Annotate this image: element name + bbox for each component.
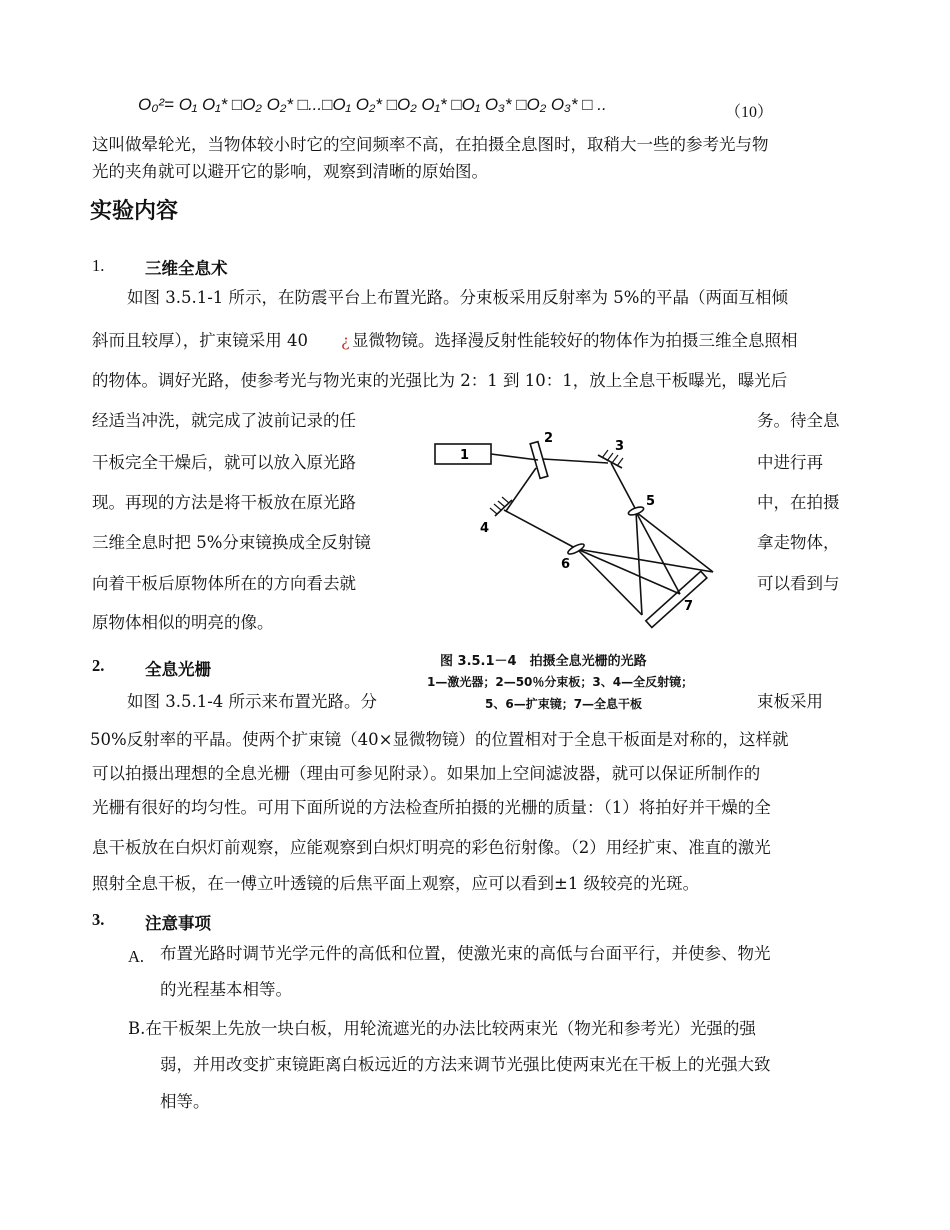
holographic-plate (646, 571, 707, 627)
item1-title: 三维全息术 (145, 259, 228, 278)
item3-b-line-2: 弱，并用改变扩束镜距离白板远近的方法来调节光强比使两束光在干板上的光强大致 (160, 1055, 771, 1074)
item1-left-3: 现。再现的方法是将干板放在原光路 (92, 493, 356, 512)
item3-b-line-3: 相等。 (160, 1092, 210, 1111)
label-7: 7 (684, 599, 694, 614)
item2-line-2: 可以拍摄出理想的全息光栅（理由可参见附录）。如果加上空间滤波器，就可以保证所制作的 (92, 764, 761, 783)
item3-a-line-2: 的光程基本相等。 (160, 980, 292, 999)
item3-a-label: A. (128, 947, 145, 966)
item1-number: 1. (92, 256, 105, 275)
unknown-glyph: ¿ (341, 331, 350, 350)
item3-number: 3. (92, 910, 105, 929)
item1-right-3: 中，在拍摄 (757, 493, 840, 512)
item3-b-line-1: B.在干板架上先放一块白板，用轮流遮光的办法比较两束光（物光和参考光）光强的强 (128, 1019, 756, 1038)
item1-left-4: 三维全息时把 5%分束镜换成全反射镜 (92, 533, 371, 552)
label-1: 1 (460, 448, 470, 463)
item2-line-5: 照射全息干板，在一傅立叶透镜的后焦平面上观察，应可以看到±1 级较亮的光斑。 (92, 874, 700, 893)
item1-left-5: 向着干板后原物体所在的方向看去就 (92, 574, 356, 593)
section-title: 实验内容 (90, 199, 179, 224)
figure-caption-title: 图 3.5.1－4 拍摄全息光栅的光路 (440, 654, 647, 669)
label-5: 5 (646, 494, 656, 509)
item3-title: 注意事项 (145, 914, 211, 933)
expander-lens-5 (627, 505, 644, 516)
item3-a-line-1: 布置光路时调节光学元件的高低和位置，使激光束的高低与台面平行，并使参、物光 (160, 944, 771, 963)
item2-line-1: 50%反射率的平晶。使两个扩束镜（40×显微物镜）的位置相对于全息干板面是对称的，这样就 (90, 730, 789, 749)
item2-first-left: 如图 3.5.1-4 所示来布置光路。分 (127, 692, 378, 711)
label-6: 6 (561, 557, 571, 572)
intro-line-2: 光的夹角就可以避开它的影响，观察到清晰的原始图。 (92, 162, 488, 181)
figure-caption-line-2: 5、6—扩束镜；7—全息干板 (485, 697, 643, 711)
item2-line-4: 息干板放在白炽灯前观察，应能观察到白炽灯明亮的彩色衍射像。（2）用经扩束、准直的激光 (92, 838, 771, 857)
item2-title: 全息光栅 (145, 660, 211, 679)
item1-right-1: 务。待全息 (757, 411, 840, 430)
equation: O₀²= O₁ O₁* □O₂ O₂* □...□O₁ O₂* □O₂ O₁* □O₁ O₃* □O₂ O₃* □ .. (138, 95, 607, 114)
item1-left-2: 干板完全干燥后，就可以放入原光路 (92, 453, 356, 472)
item2-line-3: 光栅有很好的均匀性。可用下面所说的方法检查所拍摄的光栅的质量：（1）将拍好并干燥的全 (92, 798, 771, 817)
label-3: 3 (615, 439, 625, 454)
label-4: 4 (480, 521, 490, 536)
item1-line-3: 的物体。调好光路，使参考光与物光束的光强比为 2：1 到 10：1，放上全息干板曝光，曝光后 (92, 371, 788, 390)
item1-left-1: 经适当冲洗，就完成了波前记录的任 (92, 411, 356, 430)
item1-right-2: 中进行再 (757, 453, 823, 472)
item1-line-1: 如图 3.5.1-1 所示，在防震平台上布置光路。分束板采用反射率为 5%的平晶（两面互相倾 (127, 288, 788, 307)
optical-path-diagram (430, 432, 730, 632)
item1-right-5: 可以看到与 (757, 574, 840, 593)
item1-right-4: 拿走物体， (757, 533, 840, 552)
item1-line-2b: 显微物镜。选择漫反射性能较好的物体作为拍摄三维全息照相 (352, 331, 798, 350)
item2-first-right: 束板采用 (757, 692, 823, 711)
label-2: 2 (544, 432, 554, 446)
item2-number: 2. (92, 656, 105, 675)
item1-line-2a: 斜而且较厚），扩束镜采用 40 (92, 331, 308, 350)
item1-left-6: 原物体相似的明亮的像。 (92, 613, 274, 632)
equation-number: （10） (725, 104, 774, 121)
figure-caption-line-1: 1—激光器；2—50％分束板；3、4—全反射镜； (427, 675, 694, 689)
intro-line-1: 这叫做晕轮光，当物体较小时它的空间频率不高，在拍摄全息图时，取稍大一些的参考光与物 (92, 135, 769, 154)
